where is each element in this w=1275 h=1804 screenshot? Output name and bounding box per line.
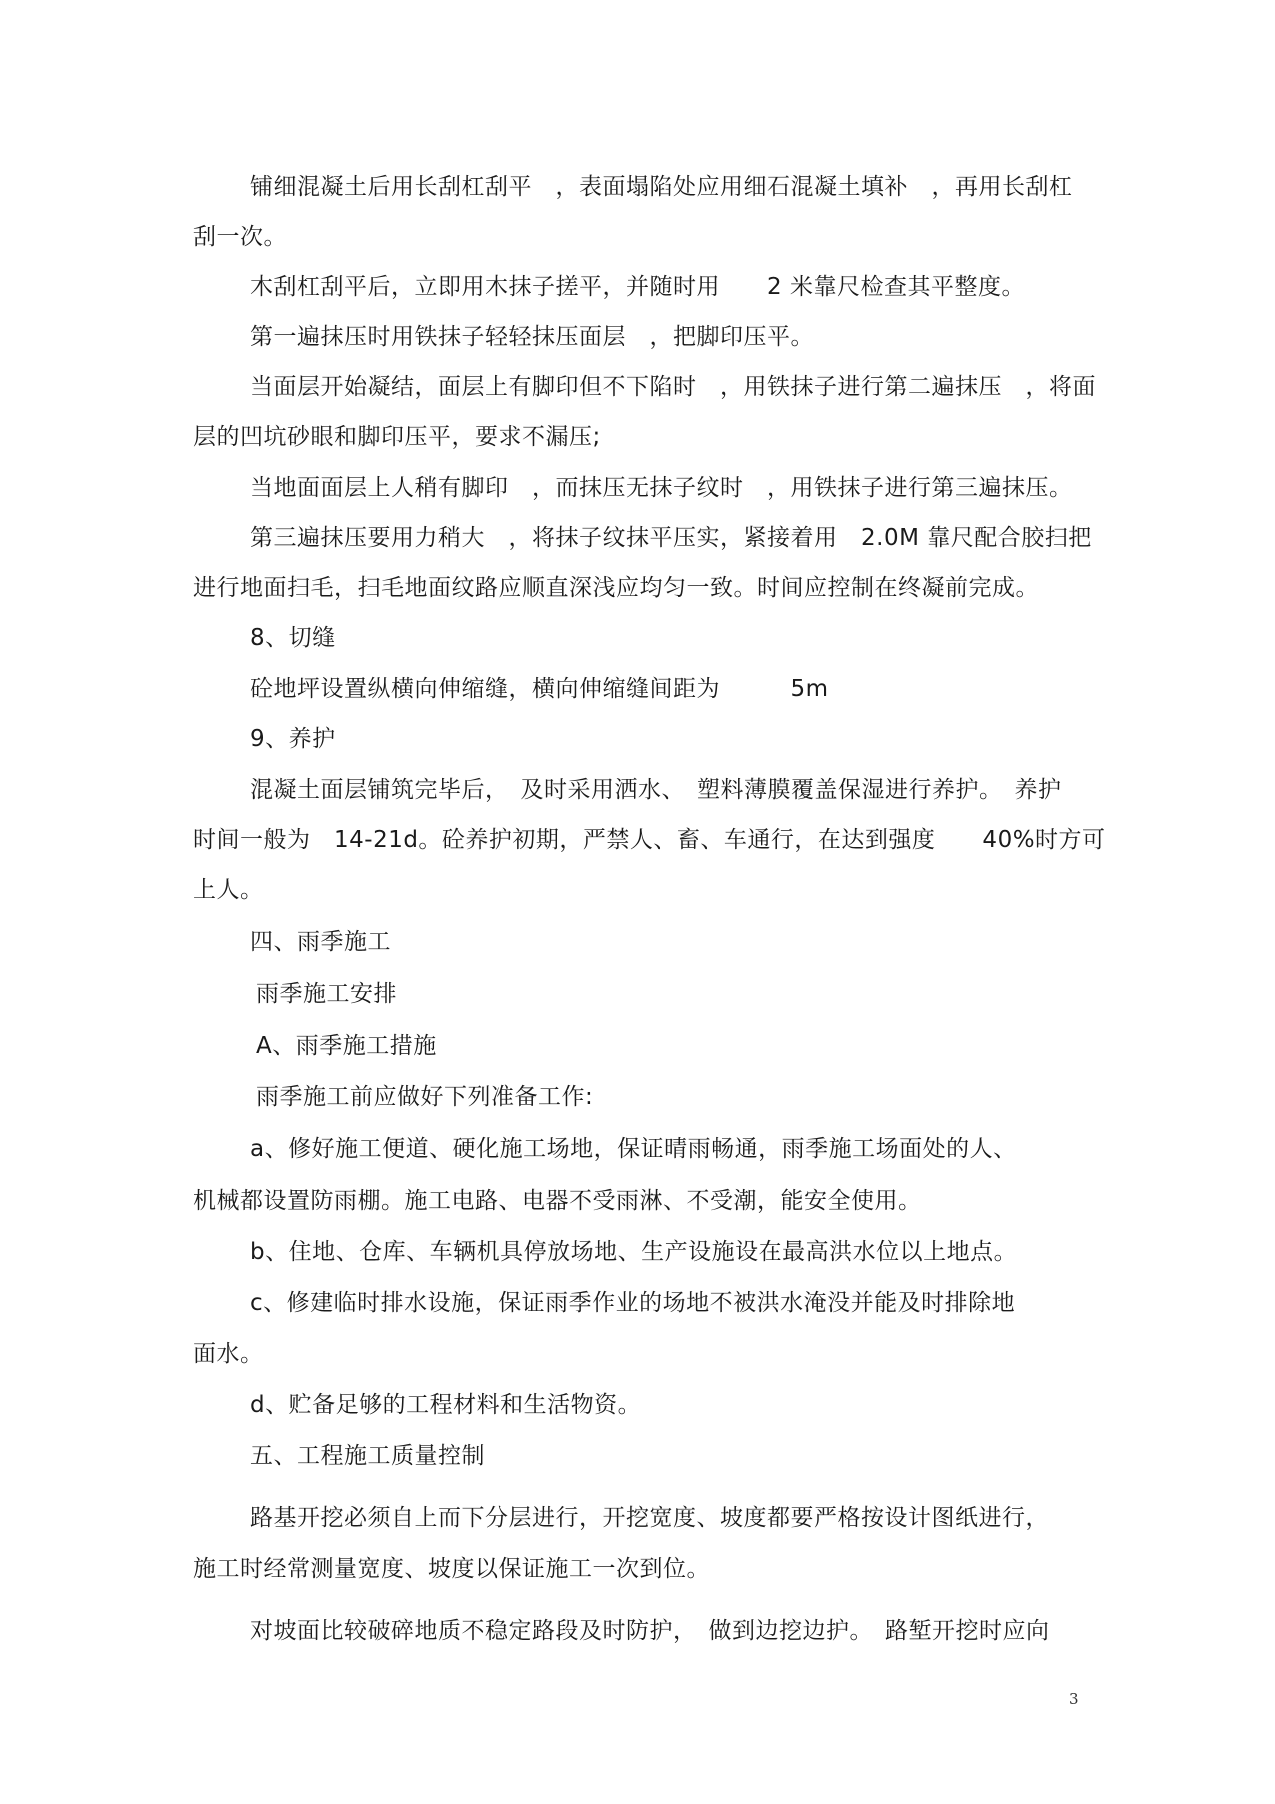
section-heading: 五、工程施工质量控制 (250, 1443, 485, 1469)
paragraph-line: 雨季施工前应做好下列准备工作: (256, 1084, 594, 1110)
paragraph-line: c、修建临时排水设施，保证雨季作业的场地不被洪水淹没并能及时排除地 (250, 1290, 1016, 1316)
page-number: 3 (1069, 1690, 1079, 1708)
paragraph-line: 当面层开始凝结，面层上有脚印但不下陷时 ，用铁抹子进行第二遍抹压 ，将面 (250, 374, 1096, 400)
paragraph-line: 进行地面扫毛，扫毛地面纹路应顺直深浅应均匀一致。时间应控制在终凝前完成。 (193, 575, 1039, 601)
section-heading: A、雨季施工措施 (256, 1033, 437, 1059)
section-heading: 8、切缝 (250, 625, 336, 651)
paragraph-line: 第三遍抹压要用力稍大 ，将抹子纹抹平压实，紧接着用 2.0M 靠尺配合胶扫把 (250, 525, 1092, 551)
paragraph-line: 铺细混凝土后用长刮杠刮平 ，表面塌陷处应用细石混凝土填补 ，再用长刮杠 (250, 174, 1073, 200)
paragraph-line: 时间一般为 14-21d。砼养护初期，严禁人、畜、车通行，在达到强度 40%时方可 (193, 827, 1106, 853)
paragraph-line: 砼地坪设置纵横向伸缩缝，横向伸缩缝间距为 5m (250, 676, 829, 702)
paragraph-line: 面水。 (193, 1341, 264, 1367)
paragraph-line: 上人。 (193, 877, 264, 903)
section-heading: 雨季施工安排 (256, 981, 397, 1007)
section-heading: 9、养护 (250, 726, 336, 752)
paragraph-line: 施工时经常测量宽度、坡度以保证施工一次到位。 (193, 1556, 710, 1582)
paragraph-line: 机械都设置防雨棚。施工电路、电器不受雨淋、不受潮，能安全使用。 (193, 1188, 922, 1214)
paragraph-line: b、住地、仓库、车辆机具停放场地、生产设施设在最高洪水位以上地点。 (250, 1239, 1018, 1265)
paragraph-line: a、修好施工便道、硬化施工场地，保证晴雨畅通，雨季施工场面处的人、 (250, 1136, 1017, 1162)
paragraph-line: d、贮备足够的工程材料和生活物资。 (250, 1392, 642, 1418)
paragraph-line: 刮一次。 (193, 224, 287, 250)
section-heading: 四、雨季施工 (250, 929, 391, 955)
paragraph-line: 木刮杠刮平后，立即用木抹子搓平，并随时用 2 米靠尺检查其平整度。 (250, 274, 1025, 300)
paragraph-line: 路基开挖必须自上而下分层进行，开挖宽度、坡度都要严格按设计图纸进行， (250, 1505, 1049, 1531)
paragraph-line: 当地面面层上人稍有脚印 ，而抹压无抹子纹时 ，用铁抹子进行第三遍抹压。 (250, 475, 1073, 501)
paragraph-line: 第一遍抹压时用铁抹子轻轻抹压面层 ，把脚印压平。 (250, 324, 814, 350)
paragraph-line: 混凝土面层铺筑完毕后， 及时采用洒水、 塑料薄膜覆盖保湿进行养护。 养护 (250, 777, 1062, 803)
paragraph-line: 对坡面比较破碎地质不稳定路段及时防护， 做到边挖边护。 路堑开挖时应向 (250, 1618, 1050, 1644)
paragraph-line: 层的凹坑砂眼和脚印压平，要求不漏压; (193, 424, 601, 450)
